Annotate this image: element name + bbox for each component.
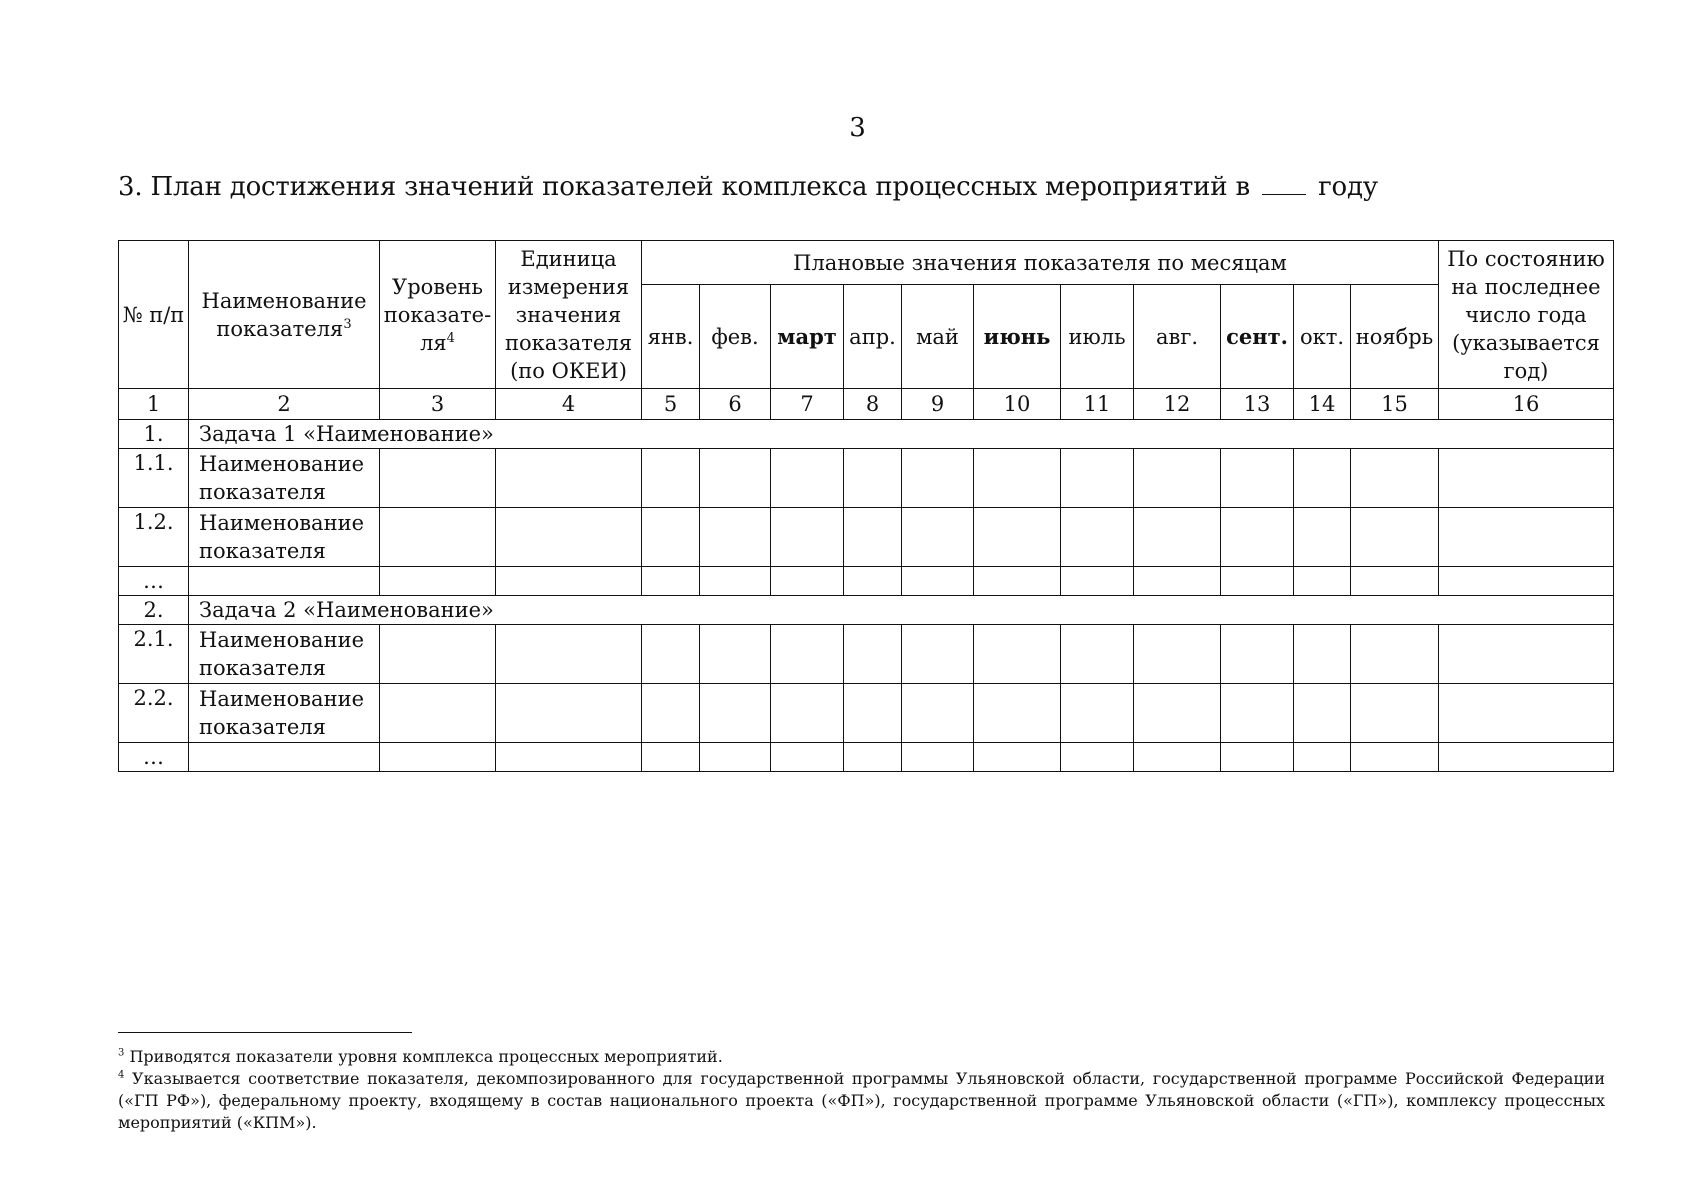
header-level: Уровень показате-$ля^4$ — [380, 241, 496, 389]
value-cell — [380, 567, 496, 596]
column-number-cell: 13 — [1221, 389, 1294, 420]
indicator-row — [119, 684, 1614, 743]
value-cell — [642, 743, 700, 772]
value-cell — [1134, 684, 1221, 743]
value-cell — [1294, 743, 1351, 772]
value-cell — [1294, 508, 1351, 567]
indicator-row — [119, 508, 1614, 567]
value-cell — [771, 684, 844, 743]
value-cell — [902, 684, 974, 743]
value-cell — [380, 508, 496, 567]
value-cell — [1351, 743, 1439, 772]
value-cell — [496, 449, 642, 508]
value-cell — [1294, 449, 1351, 508]
column-number-row — [119, 389, 1614, 420]
row-number: 1.1. — [119, 449, 189, 508]
value-cell — [844, 743, 902, 772]
task-label: Задача 2 «Наименование» — [189, 596, 1614, 625]
value-cell — [974, 743, 1061, 772]
value-cell — [1061, 684, 1134, 743]
ellipsis-row — [119, 567, 1614, 596]
year-blank — [1262, 176, 1306, 195]
value-cell — [902, 567, 974, 596]
footnotes — [118, 1046, 1605, 1134]
page-number: 3 — [849, 113, 866, 143]
value-cell — [844, 684, 902, 743]
value-cell — [844, 567, 902, 596]
footnote-mark: 3 — [118, 1047, 125, 1059]
value-cell — [642, 508, 700, 567]
row-number: 1.2. — [119, 508, 189, 567]
column-number-cell: 12 — [1134, 389, 1221, 420]
month-jan: янв. — [642, 285, 700, 389]
value-cell — [1294, 684, 1351, 743]
value-cell — [1439, 684, 1614, 743]
ellipsis-row — [119, 743, 1614, 772]
value-cell — [1351, 567, 1439, 596]
month-oct: окт. — [1294, 285, 1351, 389]
value-cell — [1134, 567, 1221, 596]
value-cell — [771, 508, 844, 567]
heading-text-end: году — [1318, 172, 1378, 202]
heading-text: 3. План достижения значений показателей комплекса процессных мероприятий в — [118, 172, 1250, 202]
month-mar: март — [771, 285, 844, 389]
value-cell — [1294, 567, 1351, 596]
row-number: 1. — [119, 420, 189, 449]
task-row — [119, 420, 1614, 449]
row-number: … — [119, 567, 189, 596]
footnote-4 — [118, 1068, 1605, 1134]
value-cell — [1061, 625, 1134, 684]
column-number-cell: 8 — [844, 389, 902, 420]
value-cell — [1439, 743, 1614, 772]
month-may: май — [902, 285, 974, 389]
value-cell — [844, 449, 902, 508]
value-cell — [700, 684, 771, 743]
value-cell — [902, 743, 974, 772]
indicator-name: Наименование показателя — [189, 508, 380, 567]
column-number-cell: 1 — [119, 389, 189, 420]
value-cell — [1134, 625, 1221, 684]
header-unit: Единица измерения значения показателя (по ОКЕИ) — [496, 241, 642, 389]
column-number-cell: 15 — [1351, 389, 1439, 420]
value-cell — [380, 684, 496, 743]
footnote-mark: 4 — [118, 1069, 125, 1081]
footnote-3 — [118, 1046, 1605, 1068]
row-number: 2.1. — [119, 625, 189, 684]
value-cell — [700, 508, 771, 567]
value-cell — [1439, 567, 1614, 596]
value-cell — [844, 625, 902, 684]
value-cell — [380, 449, 496, 508]
value-cell — [1221, 684, 1294, 743]
value-cell — [496, 567, 642, 596]
value-cell — [496, 508, 642, 567]
value-cell — [1439, 449, 1614, 508]
value-cell — [1221, 625, 1294, 684]
indicator-name: Наименование показателя — [189, 625, 380, 684]
task-row — [119, 596, 1614, 625]
value-cell — [1061, 567, 1134, 596]
value-cell — [496, 743, 642, 772]
value-cell — [974, 449, 1061, 508]
month-feb: фев. — [700, 285, 771, 389]
value-cell — [642, 684, 700, 743]
value-cell — [771, 625, 844, 684]
row-number: 2.2. — [119, 684, 189, 743]
column-number-cell: 6 — [700, 389, 771, 420]
value-cell — [1221, 449, 1294, 508]
month-sep: сент. — [1221, 285, 1294, 389]
header-name: Наименование показателя$^3$ — [189, 241, 380, 389]
value-cell — [1439, 508, 1614, 567]
footnote-text: Приводятся показатели уровня комплекса процессных мероприятий. — [129, 1047, 723, 1066]
column-number-cell: 10 — [974, 389, 1061, 420]
month-nov: ноябрь — [1351, 285, 1439, 389]
value-cell — [1061, 449, 1134, 508]
column-number-cell: 5 — [642, 389, 700, 420]
row-number: … — [119, 743, 189, 772]
value-cell — [700, 743, 771, 772]
value-cell — [902, 625, 974, 684]
header-year-end: По состоянию на последнее число года (указывается год) — [1439, 241, 1614, 389]
value-cell — [974, 625, 1061, 684]
indicator-plan-table — [118, 240, 1614, 772]
header-months-group: Плановые значения показателя по месяцам — [642, 241, 1439, 285]
value-cell — [1134, 508, 1221, 567]
month-jun: июнь — [974, 285, 1061, 389]
value-cell — [1134, 743, 1221, 772]
value-cell — [1351, 508, 1439, 567]
footnote-text: Указывается соответствие показателя, декомпозированного для государственной программы Ульяновской области, государственной программе Российской Федерации («ГП РФ»), федеральному проекту, входящему в состав национального проекта («ФП»), государственной программе Ульяновской области («ГП»), комплексу процессных мероприятий («КПМ»). — [118, 1069, 1606, 1132]
value-cell — [380, 625, 496, 684]
value-cell — [902, 508, 974, 567]
column-number-cell: 9 — [902, 389, 974, 420]
indicator-row — [119, 449, 1614, 508]
value-cell — [1221, 743, 1294, 772]
value-cell — [496, 625, 642, 684]
column-number-cell: 3 — [380, 389, 496, 420]
value-cell — [974, 684, 1061, 743]
value-cell — [496, 684, 642, 743]
value-cell — [902, 449, 974, 508]
header-num: № п/п — [119, 241, 189, 389]
value-cell — [1351, 684, 1439, 743]
indicator-row — [119, 625, 1614, 684]
value-cell — [771, 449, 844, 508]
indicator-name: Наименование показателя — [189, 684, 380, 743]
month-jul: июль — [1061, 285, 1134, 389]
value-cell — [974, 567, 1061, 596]
column-number-cell: 4 — [496, 389, 642, 420]
value-cell — [1134, 449, 1221, 508]
indicator-name — [189, 567, 380, 596]
row-number: 2. — [119, 596, 189, 625]
task-label: Задача 1 «Наименование» — [189, 420, 1614, 449]
month-aug: авг. — [1134, 285, 1221, 389]
value-cell — [700, 625, 771, 684]
column-number-cell: 14 — [1294, 389, 1351, 420]
column-number-cell: 11 — [1061, 389, 1134, 420]
value-cell — [844, 508, 902, 567]
value-cell — [1351, 449, 1439, 508]
column-number-cell: 7 — [771, 389, 844, 420]
value-cell — [1061, 508, 1134, 567]
column-number-cell: 16 — [1439, 389, 1614, 420]
value-cell — [700, 449, 771, 508]
value-cell — [974, 508, 1061, 567]
indicator-name — [189, 743, 380, 772]
value-cell — [642, 567, 700, 596]
value-cell — [1439, 625, 1614, 684]
value-cell — [1221, 508, 1294, 567]
indicator-name: Наименование показателя — [189, 449, 380, 508]
value-cell — [642, 449, 700, 508]
month-apr: апр. — [844, 285, 902, 389]
value-cell — [1061, 743, 1134, 772]
column-number-cell: 2 — [189, 389, 380, 420]
value-cell — [1351, 625, 1439, 684]
section-heading — [118, 172, 1378, 202]
value-cell — [1294, 625, 1351, 684]
value-cell — [1221, 567, 1294, 596]
footnote-separator — [118, 1032, 412, 1033]
value-cell — [380, 743, 496, 772]
value-cell — [771, 743, 844, 772]
value-cell — [700, 567, 771, 596]
value-cell — [642, 625, 700, 684]
value-cell — [771, 567, 844, 596]
